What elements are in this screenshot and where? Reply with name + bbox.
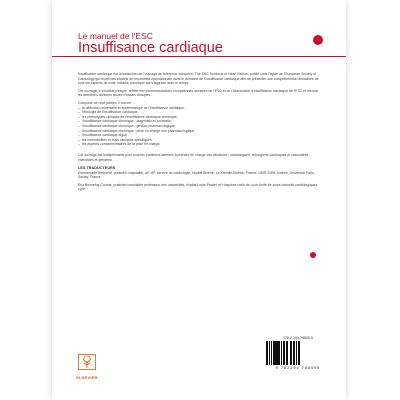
elsevier-tree-logo-icon (78, 354, 96, 370)
list-item: – l'insuffisance cardiaque aiguë, (78, 133, 322, 138)
list-item: – l'insuffisance cardiaque chronique : diagnostic et pronostic, (78, 119, 322, 124)
list-item: – les comorbidités et états cliniques spécifiques, (78, 138, 322, 143)
decorative-dot (310, 252, 316, 258)
intro-paragraph-2: Cet ouvrage, à vocation clinique, reflète les recommandations européennes actuelles de l'ESC et de l'Association d'insuffisance cardiaque de l'ESC et résume les dernières données issues d'essais cliniques. (78, 88, 319, 98)
series-name: Le manuel de l'ESC (78, 31, 153, 41)
isbn-label: 978-2-294-78809-5 (283, 336, 313, 340)
list-item: – l'insuffisance cardiaque chronique : prise en charge non pharmacologique, (78, 129, 322, 134)
list-item: – les aspects complémentaires de la prise en charge. (78, 142, 322, 147)
list-item: – l'étiologie de l'insuffisance cardiaque, (78, 110, 322, 115)
intro-paragraph-1: Insuffisance cardiaque est la traduction de l'ouvrage de référence européen, The ESC Textbook of Heart Failure, publié sous l'égide de l'European Society of Cardiology qui réunit des experts de renommée internationale dans le domaine de l'insuffisance cardiaque afin de présenter une compréhension actualisée de tous les aspects de cette maladie chronique qui s'aggrave avec le temps. (78, 72, 319, 86)
back-cover-page (52, 0, 346, 400)
list-item: – les phénotypes cliniques de l'insuffisance cardiaque chronique, (78, 115, 322, 120)
audience-paragraph: Cet ouvrage est indispensable pour tous les praticiens amenés à prendre en charge ces situations : cardiologues, chirurgiens cardiaques et vasculaires, internistes et gériatres. (78, 152, 310, 162)
barcode-number: 9 782294 788095 (275, 366, 321, 370)
translator-2: Éric Bonnefoy-Cudraz, praticien hospitalier professeur des universités, hôpital Louis-Pradel, et Hospices civils de Lyon Unité de soins intensifs cardiologiques, Lyon (78, 182, 319, 192)
back-cover-text (78, 72, 322, 195)
publisher-name: ELSEVIER (76, 375, 98, 380)
isbn-barcode (266, 336, 330, 370)
translator-1: Emmanuelle Berthelot, praticien hospitalier, AP-HP, service de cardiologie, hôpital Bicêtre, Le Kremlin-Bicêtre, France, UMR S999, Inserm, Université Paris-Saclay, France (78, 170, 315, 180)
parts-list (78, 106, 322, 147)
decorative-dot (313, 35, 323, 45)
parts-intro: Composé de neuf parties, il couvre : (78, 100, 134, 105)
list-item: – l'insuffisance cardiaque chronique : gestion pharmacologique, (78, 124, 322, 129)
list-item: – la définition universelle et épidémiologie de l'insuffisance cardiaque, (78, 106, 322, 111)
translators-heading: LES TRADUCTEURS (78, 166, 116, 171)
barcode-bars (266, 341, 330, 365)
header-divider (52, 56, 346, 57)
barcode-stripe (300, 341, 301, 365)
publisher-block (72, 354, 102, 380)
book-title: Insuffisance cardiaque (78, 40, 223, 56)
